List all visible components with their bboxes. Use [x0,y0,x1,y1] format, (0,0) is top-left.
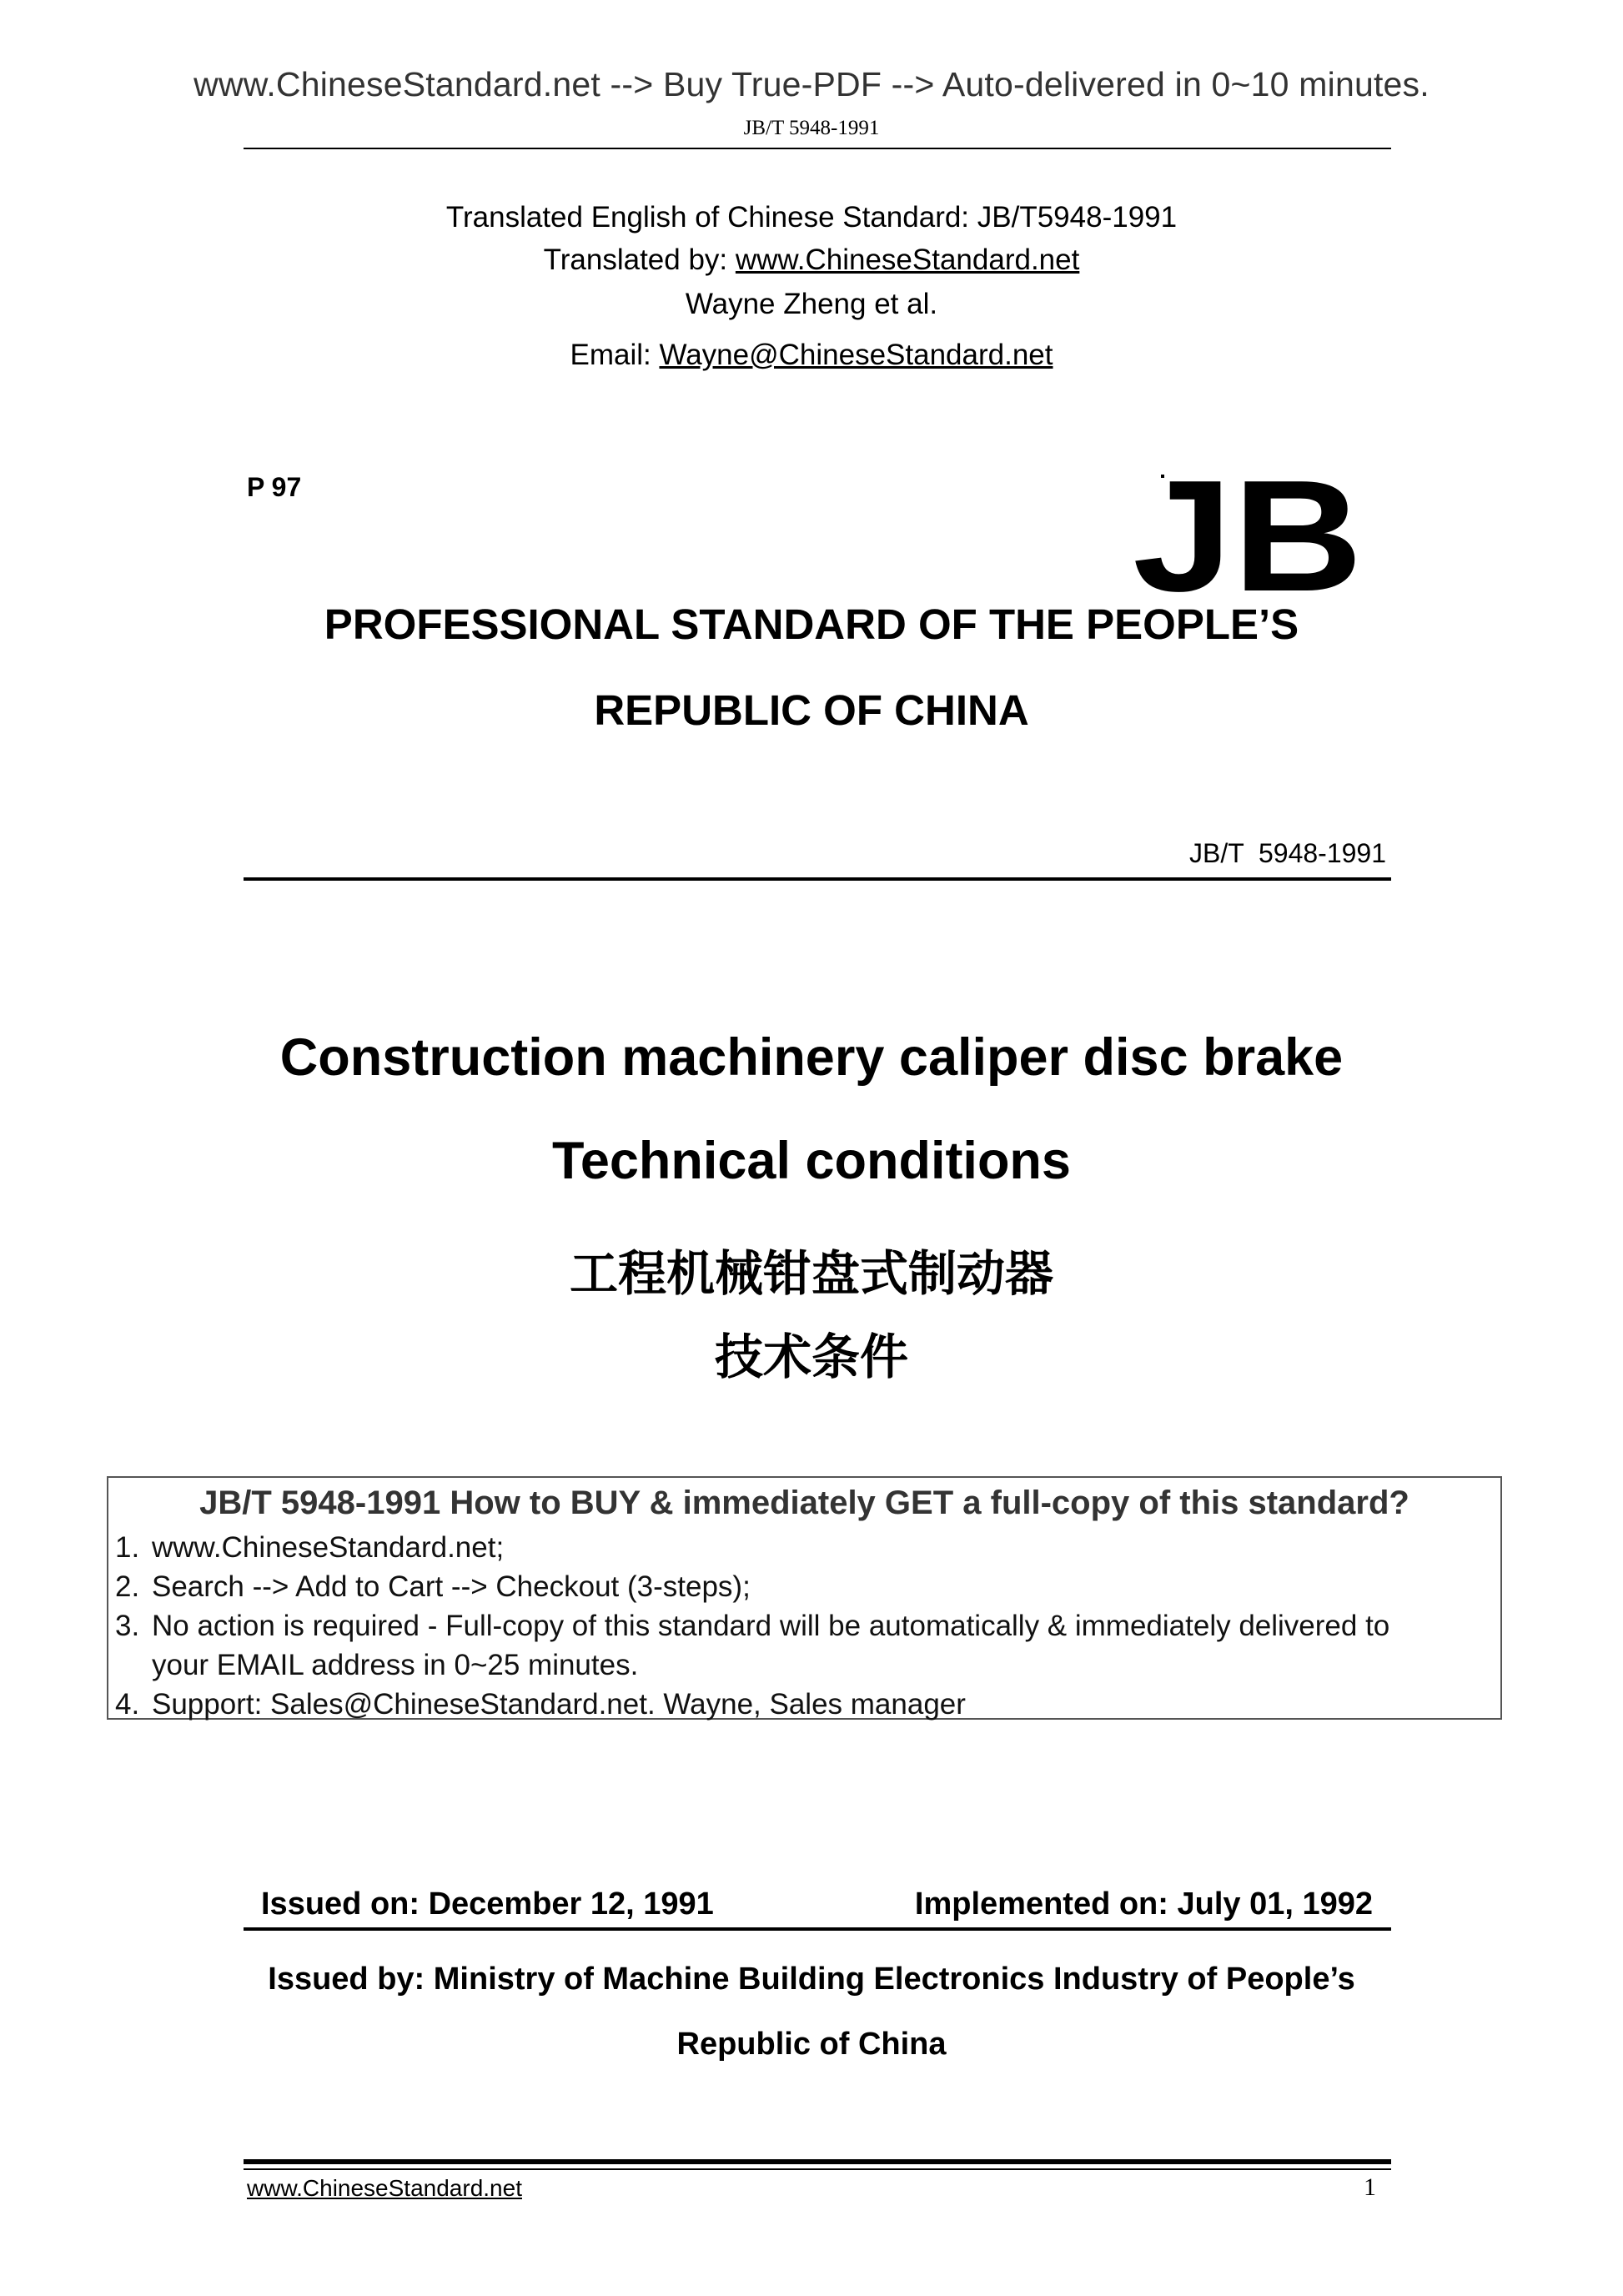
issuer-line-2: Republic of China [676,2027,947,2062]
footer-site-link[interactable]: www.ChineseStandard.net [247,2175,522,2201]
jb-logo [1133,472,1363,594]
header-doc-code: JB/T 5948-1991 [743,117,880,139]
dates-divider [244,1927,1391,1931]
translated-by [0,244,1623,277]
step-text: Search --> Add to Cart --> Checkout (3-steps); [152,1570,751,1603]
issued-date: Issued on: December 12, 1991 [261,1887,714,1922]
implemented-date: Implemented on: July 01, 1992 [914,1887,1373,1922]
title-english-line-1: Construction machinery caliper disc brake [279,1028,1344,1087]
step-number: 4. [115,1688,140,1721]
translation-author: Wayne Zheng et al. [685,288,938,320]
header-divider [244,148,1391,149]
footer-divider-thick [244,2159,1391,2164]
translator-site-link[interactable]: www.ChineseStandard.net [735,244,1080,276]
classification-code: P 97 [247,472,302,502]
purchase-step [115,1610,1389,1643]
purchase-step [115,1531,504,1565]
email-label: Email: [570,339,660,371]
footer-divider-thin [244,2168,1391,2170]
issuer-line-1: Issued by: Ministry of Machine Building Electronics Industry of People’s [268,1962,1355,1997]
purchase-info-heading: JB/T 5948-1991 How to BUY & immediately GET a full-copy of this standard? [199,1485,1409,1521]
title-chinese-line-1: 工程机械钳盘式制动器 [569,1245,1053,1302]
step-text: Support: Sales@ChineseStandard.net. Wayne, Sales manager [152,1688,966,1721]
step-number: 3. [115,1610,140,1642]
organization-line-1: PROFESSIONAL STANDARD OF THE PEOPLE’S [324,600,1299,648]
jb-logo-text: JB [1133,472,1363,594]
standard-number: JB/T 5948-1991 [1188,838,1386,868]
purchase-step [115,1570,751,1604]
step-number: 1. [115,1531,140,1564]
purchase-info-box [107,1476,1502,1720]
step-text: www.ChineseStandard.net; [152,1531,505,1564]
organization-line-2: REPUBLIC OF CHINA [594,686,1029,734]
title-chinese-line-2: 技术条件 [714,1329,908,1385]
title-english-line-2: Technical conditions [552,1132,1071,1190]
translation-title: Translated English of Chinese Standard: JB/T5948-1991 [445,201,1178,234]
email-link[interactable]: Wayne@ChineseStandard.net [659,339,1053,371]
step-text: No action is required - Full-copy of this standard will be automatically & immediately delivered to [152,1610,1390,1642]
standard-divider [244,877,1391,881]
step-number: 2. [115,1570,140,1603]
translated-by-label: Translated by: [543,244,736,276]
top-banner: www.ChineseStandard.net --> Buy True-PDF --> Auto-delivered in 0~10 minutes. [193,65,1430,103]
page-number: 1 [1364,2173,1376,2201]
purchase-step-continuation: your EMAIL address in 0~25 minutes. [152,1649,639,1681]
translation-email [0,339,1623,372]
purchase-step [115,1688,966,1721]
